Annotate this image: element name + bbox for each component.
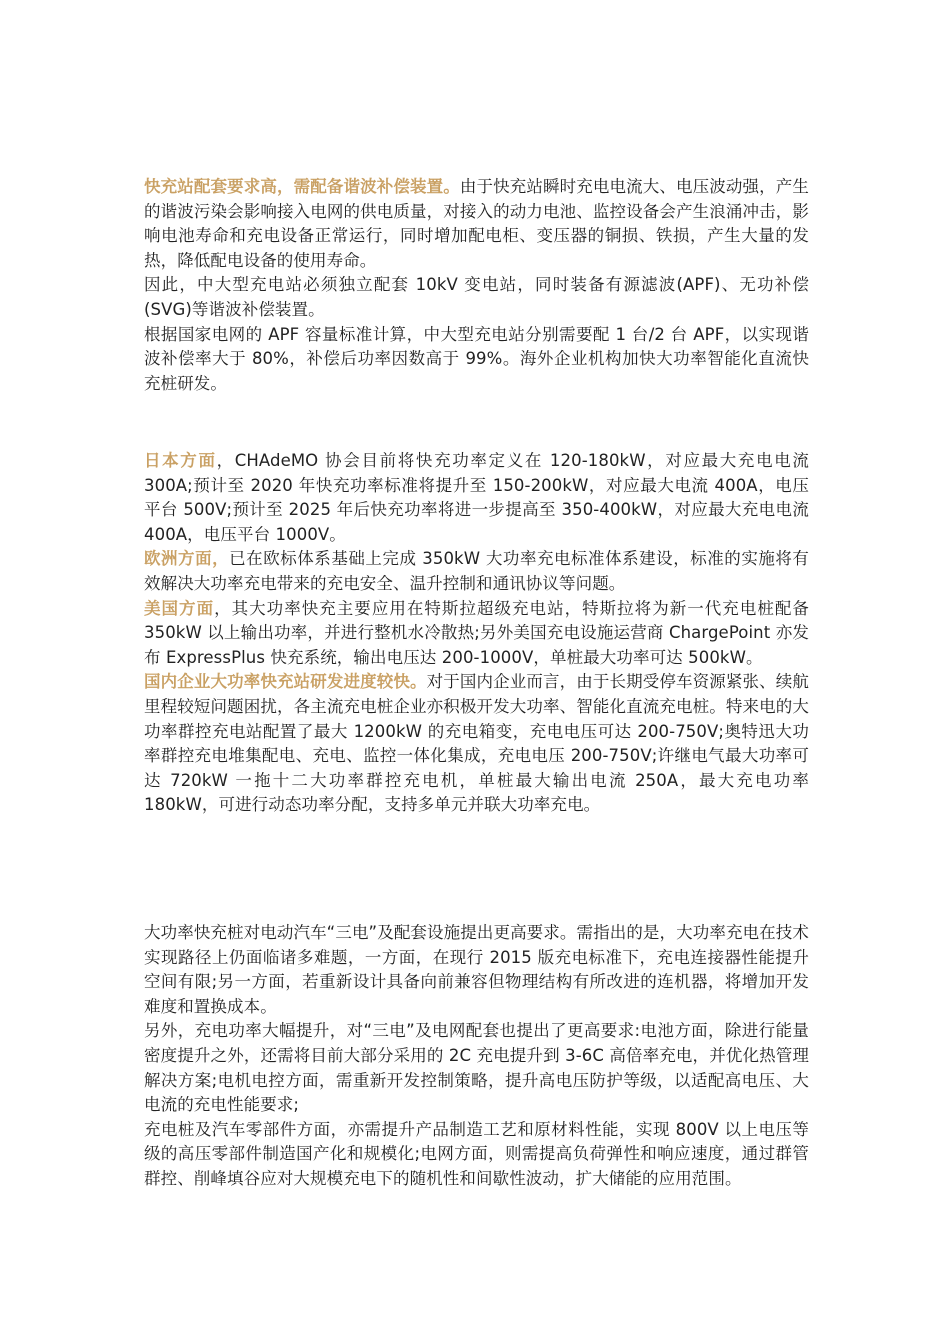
highlight-heading: 日本方面	[144, 451, 217, 470]
paragraph: 大功率快充桩对电动汽车“三电”及配套设施提出更高要求。需指出的是，大功率充电在技术实现路径上仍面临诸多难题，一方面，在现行 2015 版充电标准下，充电连接器性能提升空间有限;另一方面，若重新设计具备向前兼容但物理结构有所改进的连机器，将增加开发难度和置换成本。	[144, 923, 809, 1016]
paragraph-usa	[144, 597, 809, 671]
paragraph: 另外，充电功率大幅提升，对“三电”及电网配套也提出了更高要求:电池方面，除进行能量密度提升之外，还需将目前大部分采用的 2C 充电提升到 3-6C 高倍率充电，并优化热管理解决方案;电机电控方面，需重新开发控制策略，提升高电压防护等级，以适配高电压、大电流的充电性能要求;	[144, 1021, 809, 1115]
section-regional-progress	[144, 449, 809, 818]
section-requirements	[144, 921, 809, 1192]
highlight-heading: 欧洲方面，	[144, 549, 230, 569]
paragraph-text: 由于快充站瞬时充电电流大、电压波动强，产生的谐波污染会影响接入电网的供电质量，对接入的动力电池、监控设备会产生浪涌冲击，影响电池寿命和充电设备正常运行，同时增加配电柜、变压器的铜损、铁损，产生大量的发热，降低配电设备的使用寿命。	[144, 177, 809, 270]
highlight-heading: 国内企业大功率快充站研发进度较快。	[144, 672, 427, 692]
highlight-heading: 快充站配套要求高，需配备谐波补偿装置。	[144, 177, 460, 196]
paragraph: 根据国家电网的 APF 容量标准计算，中大型充电站分别需要配 1 台/2 台 APF，以实现谐波补偿率大于 80%，补偿后功率因数高于 99%。海外企业机构加快大功率智能化直流快充桩研发。	[144, 324, 809, 393]
paragraph-europe	[144, 547, 809, 596]
paragraph-japan	[144, 449, 809, 547]
paragraph-domestic	[144, 670, 809, 818]
paragraph-text: ，其大功率快充主要应用在特斯拉超级充电站，特斯拉将为新一代充电桩配备 350kW 以上输出功率，并进行整机水冷散热;另外美国充电设施运营商 ChargePoint 亦发布 ExpressPlus 快充系统，输出电压达 200-1000V，单桩最大功率可达 500kW。	[144, 598, 810, 667]
section-harmonic-compensation	[144, 175, 809, 396]
highlight-heading: 美国方面	[144, 598, 215, 618]
paragraph-text: 已在欧标体系基础上完成 350kW 大功率充电标准体系建设，标准的实施将有效解决大功率充电带来的充电安全、温升控制和通讯协议等问题。	[144, 549, 810, 593]
paragraph: 充电桩及汽车零部件方面，亦需提升产品制造工艺和原材料性能，实现 800V 以上电压等级的高压零部件制造国产化和规模化;电网方面，则需提高负荷弹性和响应速度，通过群管群控、削峰填谷应对大规模充电下的随机性和间歇性波动，扩大储能的应用范围。	[144, 1119, 809, 1188]
paragraph-text: ，CHAdeMO 协会目前将快充功率定义在 120-180kW，对应最大充电电流 300A;预计至 2020 年快充功率标准将提升至 150-200kW，对应最大电流 400A，电压平台 500V;预计至 2025 年后快充功率将进一步提高至 350-400kW，对应最大充电电流 400A，电压平台 1000V。	[144, 451, 809, 544]
paragraph: 因此，中大型充电站必须独立配套 10kV 变电站，同时装备有源滤波(APF)、无功补偿(SVG)等谐波补偿装置。	[144, 275, 809, 319]
paragraph	[144, 175, 809, 273]
paragraph-text: 对于国内企业而言，由于长期受停车资源紧张、续航里程较短问题困扰，各主流充电桩企业亦积极开发大功率、智能化直流充电桩。特来电的大功率群控充电站配置了最大 1200kW 的充电箱变，充电电压可达 200-750V;奥特迅大功率群控充电堆集配电、充电、监控一体化集成，充电电压 200-750V;许继电气最大功率可达 720kW 一拖十二大功率群控充电机，单桩最大输出电流 250A，最大充电功率 180kW，可进行动态功率分配，支持多单元并联大功率充电。	[144, 672, 809, 815]
